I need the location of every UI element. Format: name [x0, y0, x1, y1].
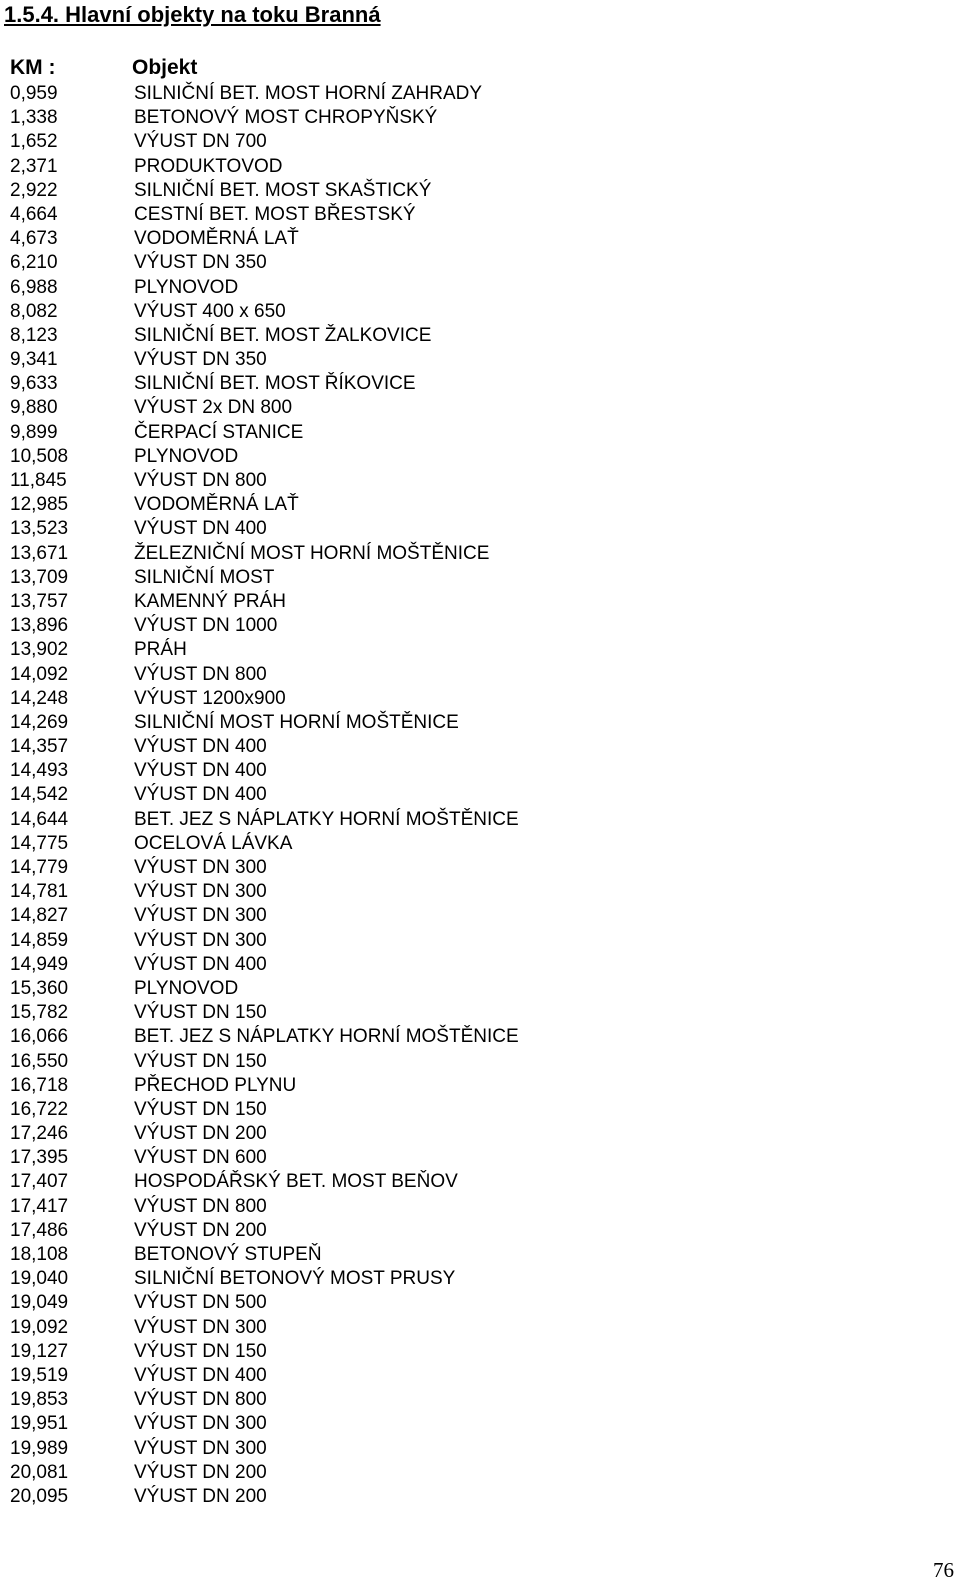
object-name: VÝUST DN 300 — [134, 929, 267, 951]
km-value: 1,338 — [10, 107, 58, 129]
table-row — [0, 445, 900, 469]
table-row — [0, 614, 900, 638]
km-value: 2,371 — [10, 155, 58, 177]
table-row — [0, 1412, 900, 1436]
object-name: BET. JEZ S NÁPLATKY HORNÍ MOŠTĚNICE — [134, 808, 519, 830]
km-column-header: KM : — [10, 56, 56, 79]
table-row — [0, 542, 900, 566]
km-value: 14,357 — [10, 736, 69, 758]
table-row — [0, 929, 900, 953]
object-name: VÝUST DN 350 — [134, 349, 267, 371]
object-name: OCELOVÁ LÁVKA — [134, 832, 293, 854]
object-name: VÝUST DN 800 — [134, 663, 267, 685]
table-row — [0, 469, 900, 493]
object-name: VÝUST DN 400 — [134, 760, 267, 782]
km-value: 2,922 — [10, 179, 58, 201]
km-value: 4,673 — [10, 228, 58, 250]
km-value: 20,081 — [10, 1461, 69, 1483]
table-row — [0, 1437, 900, 1461]
table-row — [0, 300, 900, 324]
object-name: ČERPACÍ STANICE — [134, 421, 304, 443]
table-row — [0, 566, 900, 590]
table-row — [0, 1001, 900, 1025]
km-value: 19,040 — [10, 1268, 69, 1290]
km-value: 14,493 — [10, 760, 69, 782]
object-name: SILNIČNÍ BETONOVÝ MOST PRUSY — [134, 1268, 456, 1290]
km-value: 10,508 — [10, 445, 69, 467]
object-name: VÝUST DN 200 — [134, 1219, 267, 1241]
km-value: 19,127 — [10, 1340, 69, 1362]
km-value: 13,757 — [10, 590, 69, 612]
km-value: 9,633 — [10, 373, 58, 395]
km-value: 13,671 — [10, 542, 69, 564]
object-name: VÝUST DN 400 — [134, 518, 267, 540]
table-row — [0, 276, 900, 300]
object-name: PLYNOVOD — [134, 445, 239, 467]
km-value: 17,486 — [10, 1219, 69, 1241]
table-row — [0, 1074, 900, 1098]
km-value: 19,092 — [10, 1316, 69, 1338]
object-name: ŽELEZNIČNÍ MOST HORNÍ MOŠTĚNICE — [134, 542, 490, 564]
table-row — [0, 324, 900, 348]
km-value: 14,092 — [10, 663, 69, 685]
km-value: 9,899 — [10, 421, 58, 443]
km-value: 15,782 — [10, 1002, 69, 1024]
object-name: VÝUST DN 150 — [134, 1050, 267, 1072]
object-name: PRÁH — [134, 639, 187, 661]
km-value: 14,644 — [10, 808, 69, 830]
object-name: VODOMĚRNÁ LAŤ — [134, 228, 299, 250]
table-row — [0, 1146, 900, 1170]
km-value: 13,523 — [10, 518, 69, 540]
km-value: 14,827 — [10, 905, 69, 927]
km-value: 4,664 — [10, 203, 58, 225]
km-value: 14,949 — [10, 953, 69, 975]
table-row — [0, 251, 900, 275]
object-name: VÝUST DN 400 — [134, 1364, 267, 1386]
table-row — [0, 1122, 900, 1146]
km-value: 17,407 — [10, 1171, 69, 1193]
km-value: 14,248 — [10, 687, 69, 709]
table-row — [0, 203, 900, 227]
object-name: VÝUST DN 1000 — [134, 615, 278, 637]
table-row — [0, 663, 900, 687]
object-name: VÝUST DN 700 — [134, 131, 267, 153]
object-name: KAMENNÝ PRÁH — [134, 590, 287, 612]
table-row — [0, 808, 900, 832]
table-row — [0, 372, 900, 396]
object-name: VÝUST DN 400 — [134, 953, 267, 975]
km-value: 8,123 — [10, 324, 58, 346]
object-name: VÝUST DN 600 — [134, 1147, 267, 1169]
object-name: PŘECHOD PLYNU — [134, 1074, 297, 1096]
object-name: VÝUST DN 200 — [134, 1485, 267, 1507]
object-name: PRODUKTOVOD — [134, 155, 283, 177]
table-row — [0, 106, 900, 130]
object-column-header: Objekt — [132, 56, 198, 79]
object-name: VÝUST DN 800 — [134, 470, 267, 491]
object-name: HOSPODÁŘSKÝ BET. MOST BEŇOV — [134, 1171, 458, 1193]
table-row — [0, 1485, 900, 1509]
object-name: VÝUST DN 150 — [134, 1340, 267, 1362]
table-row — [0, 1219, 900, 1243]
table-row — [0, 493, 900, 517]
table-row — [0, 82, 900, 106]
table-row — [0, 1267, 900, 1291]
km-value: 19,951 — [10, 1413, 69, 1435]
object-name: SILNIČNÍ MOST HORNÍ MOŠTĚNICE — [134, 711, 459, 733]
km-value: 14,781 — [10, 881, 69, 903]
table-row — [0, 1340, 900, 1364]
km-value: 9,880 — [10, 397, 58, 419]
table-row — [0, 396, 900, 420]
km-value: 16,066 — [10, 1026, 69, 1048]
object-name: SILNIČNÍ BET. MOST ŽALKOVICE — [134, 324, 432, 346]
object-name: PLYNOVOD — [134, 977, 239, 999]
table-row — [0, 953, 900, 977]
objects-list — [0, 82, 900, 1509]
object-name: VÝUST DN 150 — [134, 1098, 267, 1120]
object-name: VÝUST DN 800 — [134, 1195, 267, 1217]
table-row — [0, 1461, 900, 1485]
table-row — [0, 1170, 900, 1194]
table-row — [0, 1098, 900, 1122]
km-value: 19,049 — [10, 1292, 69, 1314]
km-value: 16,722 — [10, 1098, 69, 1120]
table-row — [0, 155, 900, 179]
object-name: BETONOVÝ STUPEŇ — [134, 1244, 322, 1265]
object-name: VÝUST DN 300 — [134, 881, 267, 903]
table-row — [0, 711, 900, 735]
km-value: 14,775 — [10, 832, 69, 854]
km-value: 0,959 — [10, 83, 58, 104]
km-value: 14,779 — [10, 857, 69, 878]
km-value: 14,859 — [10, 929, 69, 951]
table-row — [0, 856, 900, 880]
table-row — [0, 590, 900, 614]
km-value: 14,542 — [10, 784, 69, 806]
object-name: VÝUST DN 400 — [134, 736, 267, 758]
table-row — [0, 517, 900, 541]
object-name: BET. JEZ S NÁPLATKY HORNÍ MOŠTĚNICE — [134, 1026, 519, 1048]
km-value: 18,108 — [10, 1244, 69, 1265]
object-name: SILNIČNÍ BET. MOST HORNÍ ZAHRADY — [134, 83, 483, 104]
km-value: 14,269 — [10, 711, 69, 733]
km-value: 9,341 — [10, 349, 58, 371]
object-name: VÝUST DN 800 — [134, 1389, 267, 1411]
km-value: 6,988 — [10, 276, 58, 298]
km-value: 19,519 — [10, 1364, 69, 1386]
table-row — [0, 1364, 900, 1388]
table-row — [0, 1050, 900, 1074]
km-value: 6,210 — [10, 252, 58, 274]
page-number: 76 — [933, 1558, 954, 1582]
table-row — [0, 735, 900, 759]
table-row — [0, 1291, 900, 1315]
object-name: VÝUST DN 300 — [134, 1437, 267, 1459]
table-row — [0, 1025, 900, 1049]
table-row — [0, 759, 900, 783]
object-name: VÝUST 1200x900 — [134, 687, 286, 709]
object-name: VÝUST DN 500 — [134, 1292, 267, 1314]
km-value: 1,652 — [10, 131, 58, 153]
table-row — [0, 1388, 900, 1412]
km-value: 17,395 — [10, 1147, 69, 1169]
km-value: 17,417 — [10, 1195, 69, 1217]
section-title: 1.5.4. Hlavní objekty na toku Branná — [4, 2, 381, 27]
table-row — [0, 179, 900, 203]
km-value: 13,896 — [10, 615, 69, 637]
object-name: VÝUST DN 200 — [134, 1123, 267, 1145]
table-row — [0, 783, 900, 807]
table-row — [0, 130, 900, 154]
object-name: CESTNÍ BET. MOST BŘESTSKÝ — [134, 203, 416, 225]
table-row — [0, 977, 900, 1001]
object-name: SILNIČNÍ MOST — [134, 566, 275, 588]
km-value: 15,360 — [10, 977, 69, 999]
object-name: VÝUST DN 300 — [134, 1316, 267, 1338]
table-row — [0, 638, 900, 662]
km-value: 16,718 — [10, 1074, 69, 1096]
object-name: VÝUST DN 400 — [134, 784, 267, 806]
table-row — [0, 832, 900, 856]
km-value: 16,550 — [10, 1050, 69, 1072]
km-value: 11,845 — [10, 470, 67, 491]
km-value: 12,985 — [10, 494, 69, 516]
object-name: VÝUST DN 300 — [134, 857, 267, 878]
object-name: VÝUST DN 300 — [134, 905, 267, 927]
object-name: VÝUST DN 150 — [134, 1002, 267, 1024]
km-value: 19,989 — [10, 1437, 69, 1459]
km-value: 19,853 — [10, 1389, 69, 1411]
table-row — [0, 1195, 900, 1219]
km-value: 8,082 — [10, 300, 58, 322]
km-value: 17,246 — [10, 1123, 69, 1145]
table-row — [0, 687, 900, 711]
table-row — [0, 1316, 900, 1340]
km-value: 13,902 — [10, 639, 69, 661]
object-name: VÝUST DN 200 — [134, 1461, 267, 1483]
table-row — [0, 1243, 900, 1267]
table-row — [0, 904, 900, 928]
object-name: VÝUST DN 350 — [134, 252, 267, 274]
object-name: VODOMĚRNÁ LAŤ — [134, 494, 299, 516]
object-name: VÝUST DN 300 — [134, 1413, 267, 1435]
km-value: 13,709 — [10, 566, 69, 588]
object-name: BETONOVÝ MOST CHROPYŇSKÝ — [134, 107, 438, 129]
object-name: SILNIČNÍ BET. MOST SKAŠTICKÝ — [134, 179, 432, 201]
table-row — [0, 227, 900, 251]
object-name: SILNIČNÍ BET. MOST ŘÍKOVICE — [134, 373, 416, 395]
table-row — [0, 880, 900, 904]
object-name: PLYNOVOD — [134, 276, 239, 298]
table-row — [0, 421, 900, 445]
table-header — [0, 56, 900, 82]
table-row — [0, 348, 900, 372]
object-name: VÝUST 400 x 650 — [134, 300, 286, 322]
object-name: VÝUST 2x DN 800 — [134, 397, 293, 419]
km-value: 20,095 — [10, 1485, 69, 1507]
